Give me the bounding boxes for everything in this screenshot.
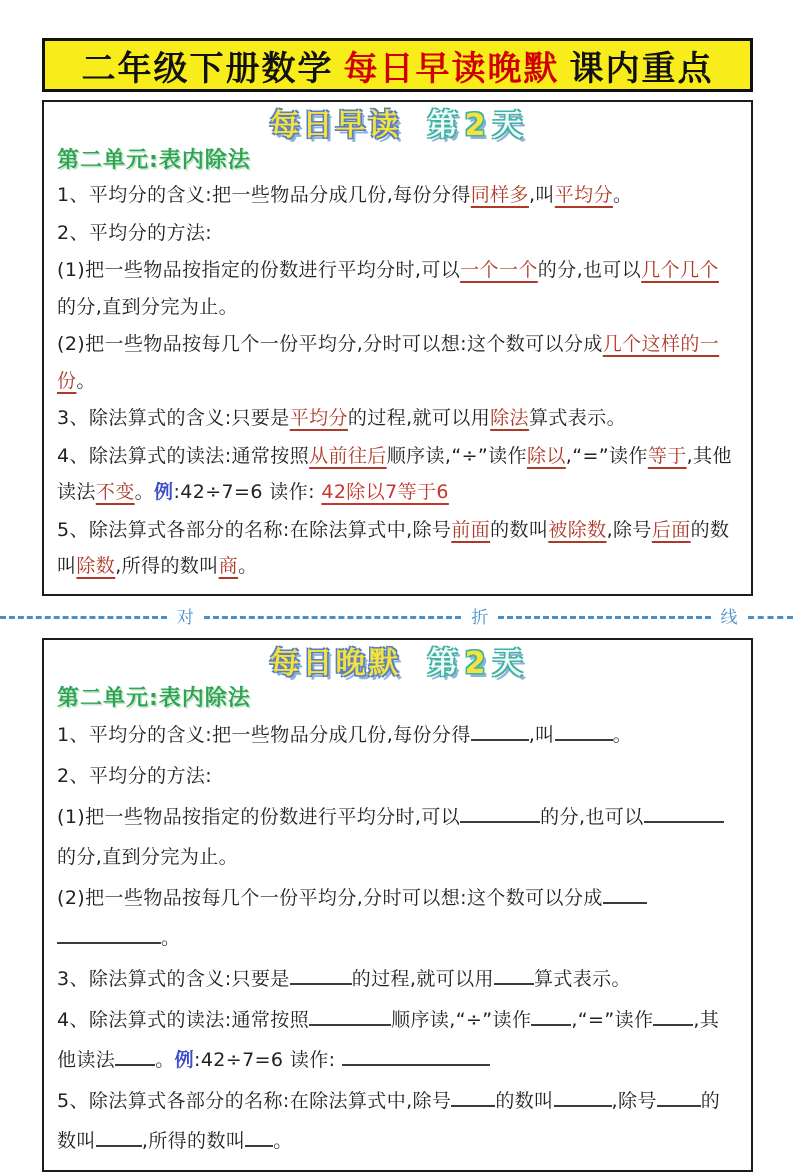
text-segment: 。 [273,1129,293,1152]
text-segment: 。 [238,555,258,577]
text-segment: 的分,直到分完为止。 [57,295,239,318]
text-segment: ,所得的数叫 [141,1129,246,1152]
text-segment: 前面 [451,518,491,541]
text-segment: 2、平均分的方法: [57,764,213,787]
text-segment: 。 [612,723,632,746]
paragraph-method-2 [57,326,738,399]
text-segment: 5、除法算式各部分的名称:在除法算式中,除号 [57,1089,452,1112]
title-day-group [428,108,526,143]
blank-line [471,719,529,741]
text-segment: :42÷7=6 读作: [194,1048,342,1071]
text-segment: 1、平均分的含义:把一些物品分成几份,每份分得 [57,723,471,746]
blank-line [644,801,724,823]
text-segment: 平均分 [554,184,613,206]
text-segment: 几个这样的一份 [57,333,720,392]
text-segment: 的数叫 [57,518,730,577]
page-title-banner [42,38,753,92]
text-segment: 从前往后 [309,444,387,467]
text-segment: 顺序读,“÷”读作 [391,1008,532,1031]
fold-dash-segment [498,616,710,619]
blank-line [657,1085,701,1107]
text-segment: 3、除法算式的含义:只要是 [57,967,290,990]
text-segment: ,所得的数叫 [115,555,219,577]
text-segment: 被除数 [548,518,607,541]
text-segment: (1)把一些物品按指定的份数进行平均分时,可以 [57,259,461,281]
text-segment: 。 [76,369,96,392]
blank-line [603,882,647,904]
text-segment: ,其他读法 [57,444,732,503]
quiz-methods-heading [57,756,738,796]
text-segment: 。 [134,481,155,503]
quiz-method-2 [57,878,738,958]
blank-line [290,963,352,985]
blank-line [554,1085,612,1107]
text-segment: 几个几个 [641,259,719,281]
blank-line [494,963,534,985]
morning-reading-card [42,100,753,596]
evening-recitation-card [42,638,753,1172]
fold-dash-segment [204,616,462,619]
text-segment: 的过程,就可以用 [351,967,494,990]
text-segment: 顺序读,“÷”读作 [386,444,527,467]
text-segment: 的分,直到分完为止。 [57,845,239,868]
text-segment: 算式表示。 [528,407,626,429]
text-segment: 的过程,就可以用 [347,407,491,429]
text-segment: 不变 [95,481,135,503]
banner-text-highlight: 每日早读晚默 [343,48,560,89]
text-segment: 例 [174,1048,195,1071]
text-segment: ,“=”读作 [571,1008,654,1031]
text-segment: 的数叫 [57,1089,721,1152]
text-segment: 。 [155,1048,175,1071]
text-segment: (1)把一些物品按指定的份数进行平均分时,可以 [57,805,461,828]
title-day-prefix: 第 [427,108,461,143]
text-segment: 除以 [526,444,566,467]
paragraph-methods-heading [57,215,738,252]
text-segment: ,其他读法 [57,1008,720,1071]
text-segment: ,“=”读作 [565,444,648,467]
text-segment: 商 [218,555,239,577]
title-day-suffix: 天 [492,108,526,143]
paragraph-method-1 [57,252,738,325]
text-segment: 等于 [647,444,687,467]
text-segment: 除法 [490,407,529,429]
fold-line [0,608,793,628]
text-segment: 。 [161,926,181,949]
paragraph-division-parts [57,512,738,585]
title-day-group [428,646,526,681]
text-segment: (2)把一些物品按每几个一份平均分,分时可以想:这个数可以分成 [57,333,603,355]
evening-recitation-title [57,646,738,682]
blank-line [245,1125,273,1147]
text-segment: 例 [154,481,174,503]
text-segment: 同样多 [470,184,529,206]
morning-reading-title [57,108,738,144]
quiz-meaning-of-equal-sharing [57,715,738,755]
unit-heading: 第二单元:表内除法 [57,148,251,173]
text-segment: :42÷7=6 读作: [173,481,322,503]
text-segment: ,除号 [606,518,652,541]
text-segment: 42除以7等于6 [321,481,449,503]
fold-dash-segment [748,616,793,619]
text-segment: ,除号 [611,1089,657,1112]
fold-dash-segment [0,616,167,619]
text-segment: 算式表示。 [533,967,631,990]
blank-line [555,719,613,741]
banner-text-right: 课内重点 [569,48,714,89]
fold-char-2: 折 [471,607,489,628]
title-day-prefix: 第 [427,645,461,681]
paragraph-division-reading [57,438,738,511]
title-main-text: 每日早读 [269,108,402,143]
title-day-number: 2 [464,645,489,681]
blank-line [115,1044,155,1066]
text-segment: ,叫 [528,184,555,206]
text-segment: 一个一个 [460,259,538,281]
text-segment: 除数 [76,555,116,577]
blank-line [531,1004,571,1026]
text-segment: 4、除法算式的读法:通常按照 [57,1008,310,1031]
paragraph-meaning-of-equal-sharing [57,177,738,214]
text-segment: 2、平均分的方法: [57,221,213,244]
unit-heading: 第二单元:表内除法 [57,685,251,711]
text-segment: 3、除法算式的含义:只要是 [57,407,290,429]
blank-line [653,1004,693,1026]
text-segment: 的数叫 [490,518,549,541]
blank-line [342,1044,490,1066]
quiz-division-meaning [57,959,738,999]
fold-char-1: 对 [176,607,194,628]
text-segment: ,叫 [528,723,555,746]
fold-char-3: 线 [720,607,738,628]
blank-line [451,1085,495,1107]
title-day-suffix: 天 [492,645,526,681]
blank-line [460,801,540,823]
quiz-division-reading [57,1000,738,1080]
text-segment: 的分,也可以 [540,805,644,828]
quiz-division-parts [57,1081,738,1161]
text-segment: 后面 [651,518,691,541]
banner-text-left: 二年级下册数学 [81,48,334,89]
blank-line [57,922,161,944]
text-segment: 的数叫 [495,1089,554,1112]
text-segment: 的分,也可以 [537,259,642,281]
text-segment: 。 [612,184,633,206]
title-day-number: 2 [464,108,489,143]
quiz-method-1 [57,797,738,877]
text-segment: 5、除法算式各部分的名称:在除法算式中,除号 [57,518,452,541]
blank-line [96,1125,142,1147]
text-segment: 4、除法算式的读法:通常按照 [57,444,310,467]
text-segment: (2)把一些物品按每几个一份平均分,分时可以想:这个数可以分成 [57,886,603,909]
text-segment: 平均分 [289,407,348,429]
title-main-text: 每日晚默 [269,645,402,681]
text-segment: 1、平均分的含义:把一些物品分成几份,每份分得 [57,184,471,206]
blank-line [309,1004,391,1026]
paragraph-division-meaning [57,400,738,437]
